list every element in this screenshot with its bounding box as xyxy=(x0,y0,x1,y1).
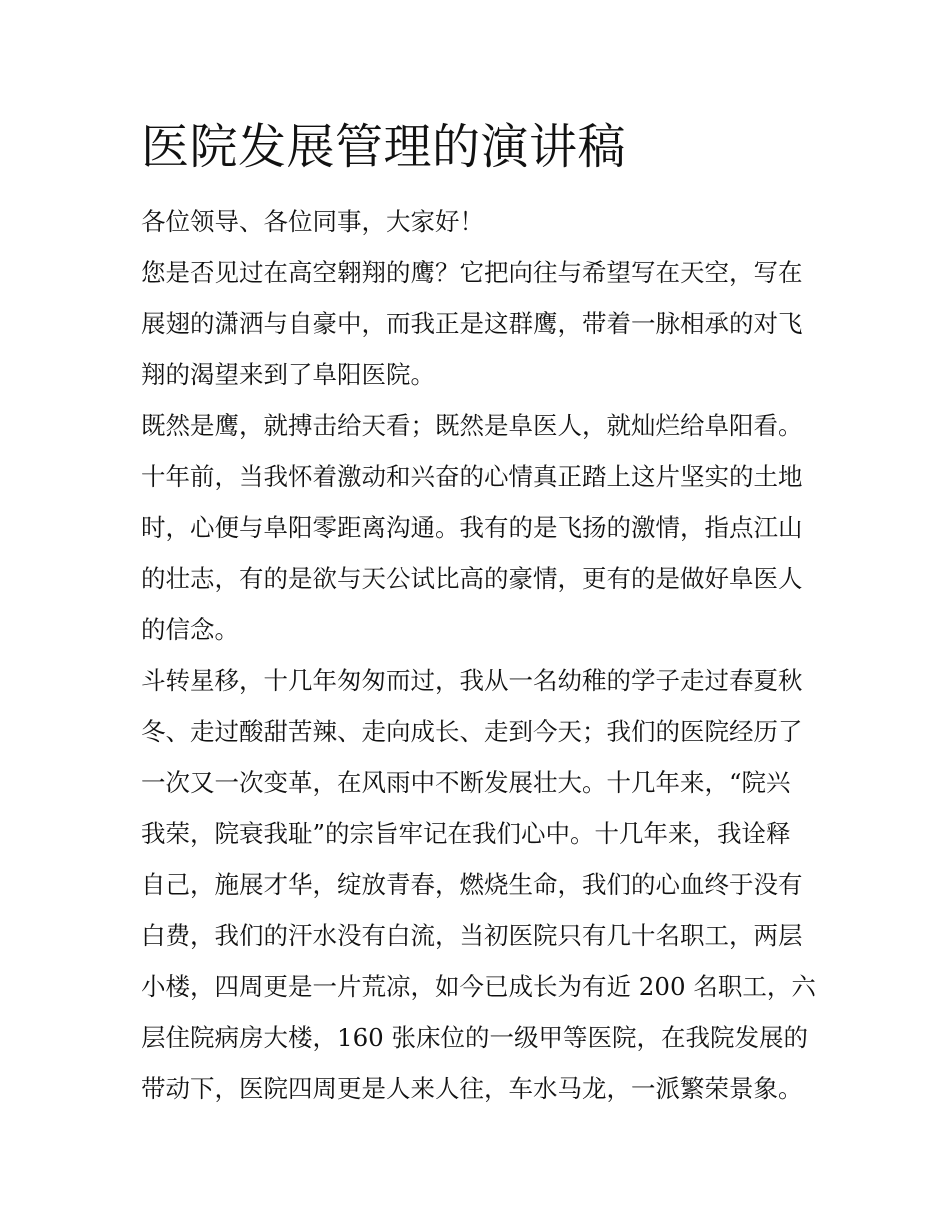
text-line: 您是否见过在高空翱翔的鹰？它把向往与希望写在天空，写在 xyxy=(141,258,803,287)
text-line: 各位领导、各位同事，大家好！ xyxy=(141,207,484,236)
text-line: 自己，施展才华，绽放青春，燃烧生命，我们的心血终于没有 xyxy=(141,870,803,899)
text-line: 展翅的潇洒与自豪中，而我正是这群鹰，带着一脉相承的对飞 xyxy=(141,309,803,338)
document-title: 医院发展管理的演讲稿 xyxy=(141,119,627,175)
text-line: 带动下，医院四周更是人来人往，车水马龙，一派繁荣景象。 xyxy=(141,1074,803,1103)
text-line: 斗转星移，十几年匆匆而过，我从一名幼稚的学子走过春夏秋 xyxy=(141,666,803,695)
text-line: 冬、走过酸甜苦辣、走向成长、走到今天；我们的医院经历了 xyxy=(141,717,803,746)
text-line: 翔的渴望来到了阜阳医院。 xyxy=(141,360,435,389)
text-line: 的壮志，有的是欲与天公试比高的豪情，更有的是做好阜医人 xyxy=(141,564,803,593)
text-line: 我荣，院衰我耻”的宗旨牢记在我们心中。十几年来，我诠释 xyxy=(141,819,791,848)
text-line: 层住院病房大楼，160 张床位的一级甲等医院，在我院发展的 xyxy=(141,1023,809,1052)
text-line: 的信念。 xyxy=(141,615,239,644)
document-body xyxy=(141,196,816,1114)
text-line: 小楼，四周更是一片荒凉，如今已成长为有近 200 名职工，六 xyxy=(141,972,816,1001)
text-line: 十年前，当我怀着激动和兴奋的心情真正踏上这片坚实的土地 xyxy=(141,462,803,491)
text-line: 一次又一次变革，在风雨中不断发展壮大。十几年来，“院兴 xyxy=(141,768,791,797)
text-line: 时，心便与阜阳零距离沟通。我有的是飞扬的激情，指点江山 xyxy=(141,513,803,542)
text-line: 白费，我们的汗水没有白流，当初医院只有几十名职工，两层 xyxy=(141,921,803,950)
text-line: 既然是鹰，就搏击给天看；既然是阜医人，就灿烂给阜阳看。 xyxy=(141,411,803,440)
